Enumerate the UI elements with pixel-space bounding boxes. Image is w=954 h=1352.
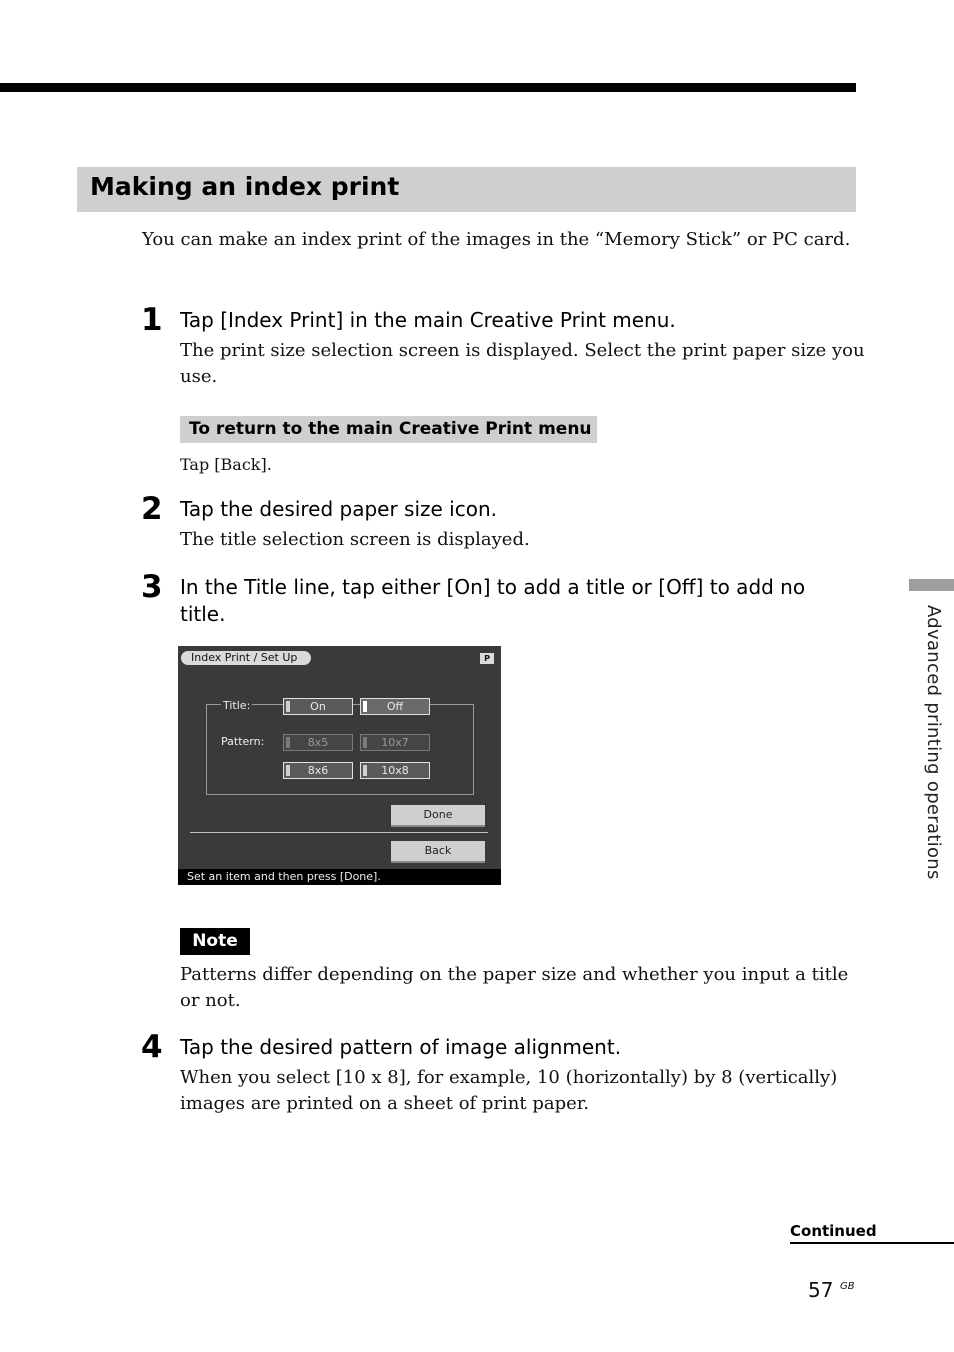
note-line1: Patterns differ depending on the paper size and whether you input a title bbox=[180, 964, 849, 985]
done-button[interactable]: Done bbox=[391, 805, 485, 827]
title-on-button[interactable] bbox=[283, 698, 353, 715]
step-3-heading-line2: title. bbox=[180, 602, 226, 626]
status-bar: Set an item and then press [Done]. bbox=[178, 869, 501, 885]
step-4-heading: Tap the desired pattern of image alignment. bbox=[180, 1035, 622, 1059]
toggle-knob bbox=[286, 701, 290, 712]
pattern-8x5-button[interactable] bbox=[283, 734, 353, 751]
step-2-heading: Tap the desired paper size icon. bbox=[180, 497, 498, 521]
step-1-body-line2: use. bbox=[180, 366, 218, 387]
toggle-knob bbox=[363, 765, 367, 776]
step-number-2: 2 bbox=[141, 491, 163, 527]
index-print-setup-screen bbox=[178, 646, 501, 885]
note-badge: Note bbox=[180, 928, 250, 955]
pattern-10x7-label: 10x7 bbox=[381, 736, 409, 749]
pattern-label: Pattern: bbox=[221, 735, 265, 748]
screen-tab-label: Index Print / Set Up bbox=[181, 651, 311, 665]
side-tab-marker bbox=[909, 579, 954, 591]
step-1-heading: Tap [Index Print] in the main Creative Print menu. bbox=[180, 308, 676, 332]
continued-label: Continued bbox=[790, 1222, 877, 1240]
pattern-8x6-label: 8x6 bbox=[307, 764, 329, 777]
pattern-10x8-label: 10x8 bbox=[381, 764, 409, 777]
toggle-knob bbox=[363, 737, 367, 748]
toggle-knob bbox=[286, 737, 290, 748]
pattern-8x6-button[interactable] bbox=[283, 762, 353, 779]
step-number-1: 1 bbox=[141, 302, 163, 338]
pattern-8x5-label: 8x5 bbox=[307, 736, 329, 749]
title-off-label: Off bbox=[386, 700, 404, 713]
intro-text: You can make an index print of the images in the “Memory Stick” or PC card. bbox=[142, 229, 851, 250]
continued-rule bbox=[790, 1242, 954, 1244]
step-number-3: 3 bbox=[141, 569, 163, 605]
screen-divider bbox=[190, 832, 488, 833]
p-badge: P bbox=[480, 653, 494, 664]
section-title: Making an index print bbox=[90, 172, 400, 201]
page-number: 57 bbox=[808, 1278, 834, 1302]
pattern-10x8-button[interactable] bbox=[360, 762, 430, 779]
page-suffix: GB bbox=[840, 1281, 855, 1292]
toggle-knob bbox=[363, 701, 367, 712]
back-button[interactable]: Back bbox=[391, 841, 485, 863]
step-3-heading-line1: In the Title line, tap either [On] to add a title or [Off] to add no bbox=[180, 575, 806, 599]
title-off-button[interactable] bbox=[360, 698, 430, 715]
step-4-body-line1: When you select [10 x 8], for example, 10 (horizontally) by 8 (vertically) bbox=[180, 1067, 838, 1088]
side-chapter-label: Advanced printing operations bbox=[923, 605, 944, 880]
step-4-body-line2: images are printed on a sheet of print paper. bbox=[180, 1093, 590, 1114]
subsection-body: Tap [Back]. bbox=[180, 455, 272, 474]
step-1-body-line1: The print size selection screen is displayed. Select the print paper size you bbox=[180, 340, 865, 361]
step-number-4: 4 bbox=[141, 1029, 163, 1065]
toggle-knob bbox=[286, 765, 290, 776]
pattern-10x7-button[interactable] bbox=[360, 734, 430, 751]
subsection-title: To return to the main Creative Print menu bbox=[189, 419, 592, 439]
title-on-label: On bbox=[310, 700, 326, 713]
title-label: Title: bbox=[223, 699, 251, 712]
note-line2: or not. bbox=[180, 990, 241, 1011]
step-2-body: The title selection screen is displayed. bbox=[180, 529, 530, 550]
top-rule bbox=[0, 83, 856, 92]
